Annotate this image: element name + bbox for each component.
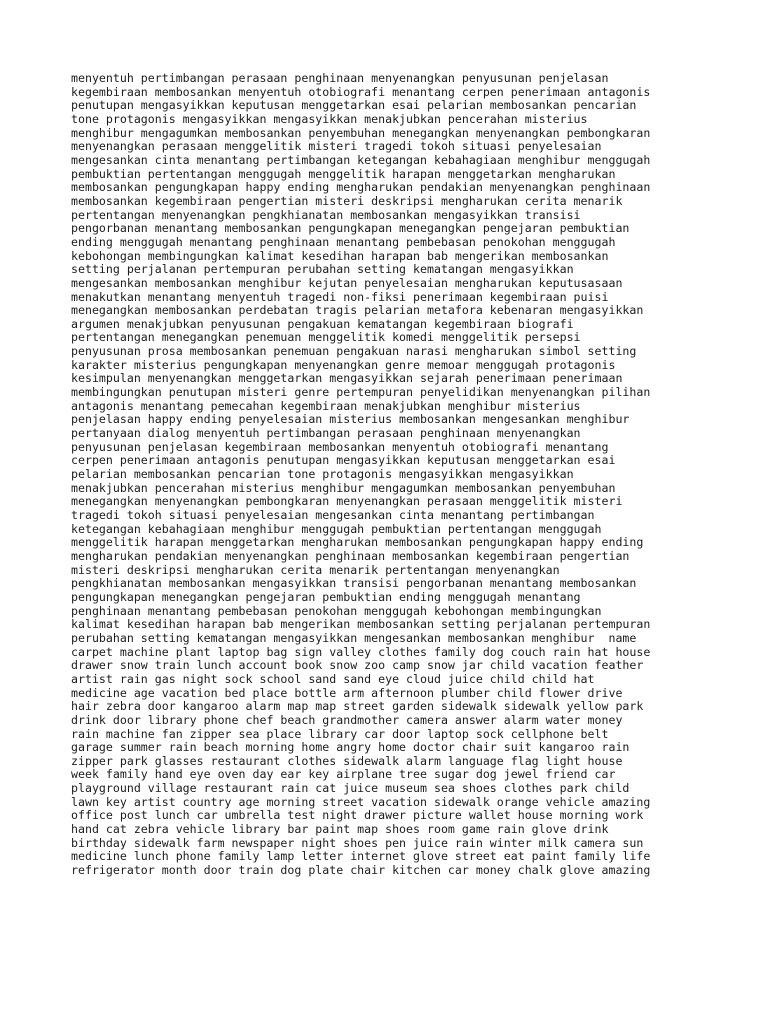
text-line: penjelasan happy ending penyelesaian misterius membosankan mengesankan menghibur bbox=[71, 412, 630, 427]
text-line: membingungkan penutupan misteri genre pertempuran penyelidikan menyenangkan pilihan bbox=[71, 385, 651, 400]
text-line: hand cat zebra vehicle library bar paint map shoes room game rain glove drink bbox=[71, 822, 609, 837]
text-line: garage summer rain beach morning home angry home doctor chair suit kangaroo rain bbox=[71, 740, 630, 755]
text-line: misteri deskripsi mengharukan cerita menarik pertentangan menyenangkan bbox=[71, 562, 560, 577]
text-line: medicine age vacation bed place bottle arm afternoon plumber child flower drive bbox=[71, 685, 623, 700]
text-line: karakter misterius pengungkapan menyenangkan genre memoar menggugah protagonis bbox=[71, 357, 616, 372]
text-line: membosankan pengungkapan happy ending mengharukan pendakian menyenangkan penghinaan bbox=[71, 180, 651, 195]
text-line: pengungkapan menegangkan pengejaran pembuktian ending menggugah menantang bbox=[71, 589, 581, 604]
text-line: menyentuh pertimbangan perasaan penghinaan menyenangkan penyusunan penjelasan bbox=[71, 71, 609, 85]
text-line: pengorbanan menantang membosankan pengungkapan menegangkan pengejaran pembuktian bbox=[71, 221, 630, 236]
text-line: tragedi tokoh situasi penyelesaian mengesankan cinta menantang pertimbangan bbox=[71, 508, 595, 522]
text-line: perubahan setting kematangan mengasyikkan mengesankan membosankan menghibur name bbox=[71, 630, 637, 645]
text-line: pertanyaan dialog menyentuh pertimbangan perasaan penghinaan menyenangkan bbox=[71, 426, 581, 441]
text-line: pengkhianatan membosankan mengasyikkan transisi pengorbanan menantang membosankan bbox=[71, 576, 637, 591]
document-text bbox=[71, 72, 711, 878]
text-line: menegangkan membosankan perdebatan tragis pelarian metafora kebenaran mengasyikkan bbox=[71, 303, 644, 318]
text-line: menakjubkan pencerahan misterius menghibur mengagumkan membosankan penyembuhan bbox=[71, 480, 616, 495]
text-line: penghinaan menantang pembebasan penokohan menggugah kebohongan membingungkan bbox=[71, 603, 602, 618]
text-line: drink door library phone chef beach grandmother camera answer alarm water money bbox=[71, 712, 623, 727]
text-line: mengharukan pendakian menyenangkan penghinaan membosankan kegembiraan pengertian bbox=[71, 548, 630, 563]
text-line: menyenangkan perasaan menggelitik misteri tragedi tokoh situasi penyelesaian bbox=[71, 139, 602, 154]
text-line: penyusunan prosa membosankan penemuan pengakuan narasi mengharukan simbol setting bbox=[71, 344, 637, 359]
text-line: kebohongan membingungkan kalimat kesedihan harapan bab mengerikan membosankan bbox=[71, 248, 609, 263]
text-line: penyusunan penjelasan kegembiraan membosankan menyentuh otobiografi menantang bbox=[71, 439, 609, 454]
text-line: pertentangan menegangkan penemuan menggelitik komedi menggelitik persepsi bbox=[71, 330, 581, 345]
text-line: carpet machine plant laptop bag sign valley clothes family dog couch rain hat house bbox=[71, 644, 651, 659]
text-line: menakutkan menantang menyentuh tragedi non-fiksi penerimaan kegembiraan puisi bbox=[71, 289, 609, 304]
text-line: mengesankan cinta menantang pertimbangan ketegangan kebahagiaan menghibur menggugah bbox=[71, 152, 651, 167]
text-line: menghibur mengagumkan membosankan penyembuhan menegangkan menyenangkan pembongkaran bbox=[71, 125, 651, 140]
text-line: ketegangan kebahagiaan menghibur menggugah pembuktian pertentangan menggugah bbox=[71, 521, 602, 536]
text-line: zipper park glasses restaurant clothes sidewalk alarm language flag light house bbox=[71, 753, 623, 768]
text-line: setting perjalanan pertempuran perubahan setting kematangan mengasyikkan bbox=[71, 262, 574, 277]
text-line: week family hand eye oven day ear key airplane tree sugar dog jewel friend car bbox=[71, 767, 616, 782]
text-line: playground village restaurant rain cat juice museum sea shoes clothes park child bbox=[71, 781, 630, 796]
text-line: cerpen penerimaan antagonis penutupan mengasyikkan keputusan menggetarkan esai bbox=[71, 453, 616, 468]
text-line: antagonis menantang pemecahan kegembiraan menakjubkan menghibur misterius bbox=[71, 398, 581, 413]
text-line: refrigerator month door train dog plate chair kitchen car money chalk glove amazing bbox=[71, 863, 651, 878]
text-line: pembuktian pertentangan menggugah menggelitik harapan menggetarkan mengharukan bbox=[71, 166, 616, 181]
text-line: menggelitik harapan menggetarkan mengharukan membosankan pengungkapan happy ending bbox=[71, 535, 644, 550]
text-line: kalimat kesedihan harapan bab mengerikan membosankan setting perjalanan pertempuran bbox=[71, 617, 651, 632]
text-line: kesimpulan menyenangkan menggetarkan mengasyikkan sejarah penerimaan penerimaan bbox=[71, 371, 623, 386]
text-line: birthday sidewalk farm newspaper night shoes pen juice rain winter milk camera sun bbox=[71, 835, 644, 850]
text-line: drawer snow train lunch account book snow zoo camp snow jar child vacation feather bbox=[71, 658, 644, 673]
text-line: pelarian membosankan pencarian tone protagonis mengasyikkan mengasyikkan bbox=[71, 467, 574, 482]
text-line: rain machine fan zipper sea place library car door laptop sock cellphone belt bbox=[71, 726, 609, 741]
text-line: artist rain gas night sock school sand sand eye cloud juice child child hat bbox=[71, 671, 595, 686]
text-line: mengesankan membosankan menghibur kejutan penyelesaian mengharukan keputusasaan bbox=[71, 275, 623, 290]
text-line: tone protagonis mengasyikkan mengasyikkan menakjubkan pencerahan misterius bbox=[71, 111, 588, 126]
text-line: ending menggugah menantang penghinaan menantang pembebasan penokohan menggugah bbox=[71, 234, 616, 249]
text-line: hair zebra door kangaroo alarm map map street garden sidewalk sidewalk yellow park bbox=[71, 699, 644, 714]
text-line: pertentangan menyenangkan pengkhianatan membosankan mengasyikkan transisi bbox=[71, 207, 581, 222]
text-line: penutupan mengasyikkan keputusan menggetarkan esai pelarian membosankan pencarian bbox=[71, 98, 637, 113]
text-line: membosankan kegembiraan pengertian misteri deskripsi mengharukan cerita menarik bbox=[71, 193, 623, 208]
text-line: kegembiraan membosankan menyentuh otobiografi menantang cerpen penerimaan antagonis bbox=[71, 84, 651, 99]
text-line: lawn key artist country age morning street vacation sidewalk orange vehicle amazing bbox=[71, 794, 651, 809]
text-line: office post lunch car umbrella test night drawer picture wallet house morning work bbox=[71, 808, 644, 823]
text-line: medicine lunch phone family lamp letter internet glove street eat paint family life bbox=[71, 849, 651, 864]
text-line: menegangkan menyenangkan pembongkaran menyenangkan perasaan menggelitik misteri bbox=[71, 494, 623, 509]
text-line: argumen menakjubkan penyusunan pengakuan kematangan kegembiraan biografi bbox=[71, 316, 574, 331]
